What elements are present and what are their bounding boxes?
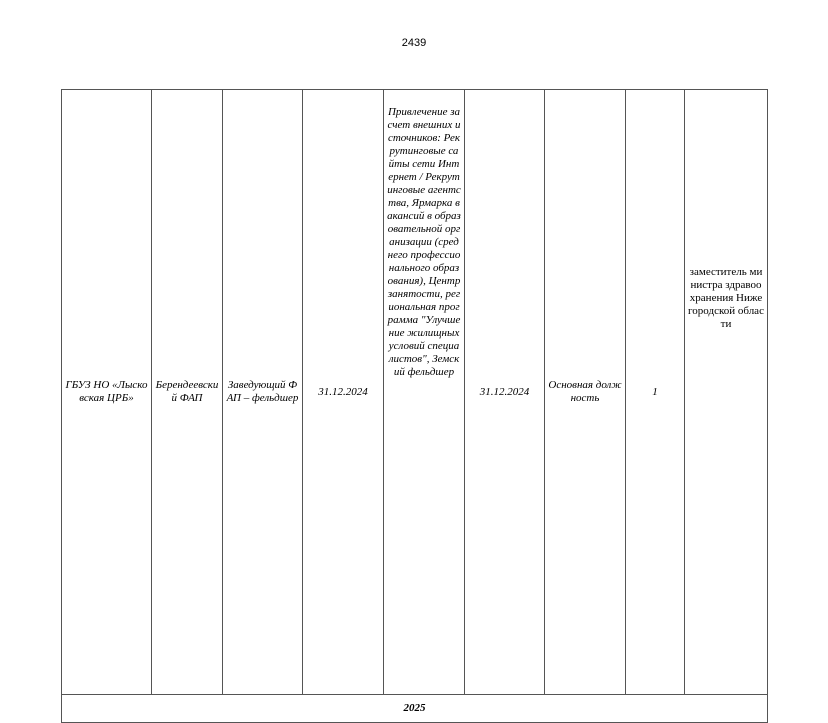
count-cell: 1 bbox=[626, 90, 685, 695]
page-number: 2439 bbox=[401, 37, 427, 49]
position-cell: Заведующий ФАП – фельдшер bbox=[223, 90, 303, 695]
employment-type-cell: Основная должность bbox=[545, 90, 626, 695]
table-row bbox=[62, 90, 768, 695]
responsible-cell: заместитель министра здравоохранения Нижегородской области bbox=[685, 90, 768, 695]
fill-date-cell: 31.12.2024 bbox=[465, 90, 545, 695]
year-label: 2025 bbox=[62, 695, 768, 723]
year-row bbox=[62, 695, 768, 723]
organization-cell: ГБУЗ НО «Лысковская ЦРБ» bbox=[62, 90, 152, 695]
sources-cell: Привлечение за счет внешних источников: Рекрутинговые сайты сети Интернет / Рекрутинговые агентства, Ярмарка вакансий в образовательной организации (среднего профессионального образования), Центр занятости, региональная программа "Улучшение жилищных условий специалистов", Земский фельдшер bbox=[384, 90, 465, 695]
unit-cell: Берендеевский ФАП bbox=[152, 90, 223, 695]
vacancy-date-cell: 31.12.2024 bbox=[303, 90, 384, 695]
vacancy-table bbox=[61, 89, 768, 723]
